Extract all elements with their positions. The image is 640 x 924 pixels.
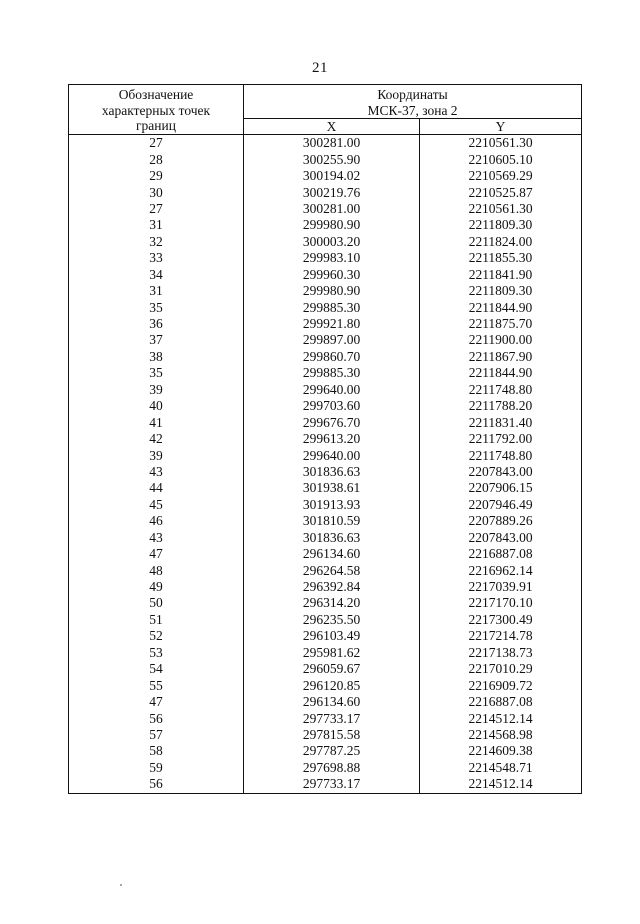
table-row — [69, 661, 582, 677]
point-number-cell: 47 — [69, 546, 244, 562]
y-coordinate-cell: 2214512.14 — [420, 776, 582, 793]
coordinate-system-title: МСК-37, зона 2 — [367, 102, 458, 118]
x-coordinate-cell: 300281.00 — [244, 201, 420, 217]
table-row — [69, 332, 582, 348]
point-number-cell: 27 — [69, 201, 244, 217]
y-coordinate-cell: 2214568.98 — [420, 727, 582, 743]
point-number-cell: 40 — [69, 398, 244, 414]
y-coordinate-cell: 2210561.30 — [420, 201, 582, 217]
point-number-cell: 58 — [69, 743, 244, 759]
x-coordinate-cell: 301913.93 — [244, 497, 420, 513]
y-coordinate-cell: 2214548.71 — [420, 760, 582, 776]
y-coordinate-cell: 2211824.00 — [420, 234, 582, 250]
x-coordinate-cell: 296392.84 — [244, 579, 420, 595]
coordinates-table-body — [69, 135, 582, 794]
point-number-cell: 56 — [69, 776, 244, 793]
point-number-cell: 47 — [69, 694, 244, 710]
table-row — [69, 184, 582, 200]
table-row — [69, 250, 582, 266]
point-number-cell: 27 — [69, 135, 244, 152]
y-coordinate-cell: 2207843.00 — [420, 530, 582, 546]
y-coordinate-cell: 2207843.00 — [420, 464, 582, 480]
table-row — [69, 299, 582, 315]
page-number: 21 — [312, 60, 328, 76]
x-coordinate-cell: 299980.90 — [244, 217, 420, 233]
y-coordinate-cell: 2211841.90 — [420, 267, 582, 283]
x-coordinate-cell: 299983.10 — [244, 250, 420, 266]
x-coordinate-cell: 296103.49 — [244, 628, 420, 644]
table-row — [69, 316, 582, 332]
y-coordinate-cell: 2211844.90 — [420, 299, 582, 315]
table-row — [69, 513, 582, 529]
point-number-cell: 52 — [69, 628, 244, 644]
x-coordinate-cell: 301810.59 — [244, 513, 420, 529]
point-number-cell: 31 — [69, 283, 244, 299]
coordinates-title: Координаты — [377, 87, 448, 102]
y-coordinate-cell: 2207946.49 — [420, 497, 582, 513]
y-coordinate-cell: 2207889.26 — [420, 513, 582, 529]
y-coordinate-cell: 2217010.29 — [420, 661, 582, 677]
x-coordinate-cell: 299860.70 — [244, 349, 420, 365]
y-coordinate-cell: 2211875.70 — [420, 316, 582, 332]
point-number-cell: 30 — [69, 184, 244, 200]
y-coordinate-cell: 2217300.49 — [420, 612, 582, 628]
table-row — [69, 677, 582, 693]
y-coordinate-cell: 2211809.30 — [420, 217, 582, 233]
y-coordinate-cell: 2211855.30 — [420, 250, 582, 266]
y-coordinate-cell: 2211900.00 — [420, 332, 582, 348]
table-row — [69, 595, 582, 611]
x-coordinate-cell: 300003.20 — [244, 234, 420, 250]
table-row — [69, 447, 582, 463]
table-row — [69, 414, 582, 430]
point-designation-header — [69, 85, 244, 135]
table-row — [69, 151, 582, 167]
x-coordinate-cell: 297787.25 — [244, 743, 420, 759]
table-row — [69, 382, 582, 398]
point-number-cell: 33 — [69, 250, 244, 266]
table-row — [69, 217, 582, 233]
y-coordinate-cell: 2217214.78 — [420, 628, 582, 644]
table-row — [69, 283, 582, 299]
point-number-cell: 55 — [69, 677, 244, 693]
point-number-cell: 29 — [69, 168, 244, 184]
point-number-cell: 34 — [69, 267, 244, 283]
x-coordinate-cell: 296134.60 — [244, 694, 420, 710]
point-number-cell: 56 — [69, 710, 244, 726]
point-number-cell: 39 — [69, 447, 244, 463]
table-row — [69, 135, 582, 152]
x-coordinate-cell: 297698.88 — [244, 760, 420, 776]
table-row — [69, 431, 582, 447]
y-coordinate-cell: 2216887.08 — [420, 694, 582, 710]
y-coordinate-cell: 2217039.91 — [420, 579, 582, 595]
point-number-cell: 48 — [69, 562, 244, 578]
table-row — [69, 645, 582, 661]
point-number-cell: 37 — [69, 332, 244, 348]
point-number-cell: 38 — [69, 349, 244, 365]
point-number-cell: 53 — [69, 645, 244, 661]
x-coordinate-cell: 296264.58 — [244, 562, 420, 578]
y-coordinate-cell: 2217138.73 — [420, 645, 582, 661]
point-number-cell: 35 — [69, 365, 244, 381]
x-coordinate-cell: 297815.58 — [244, 727, 420, 743]
point-number-cell: 54 — [69, 661, 244, 677]
y-coordinate-cell: 2210569.29 — [420, 168, 582, 184]
y-coordinate-cell: 2211748.80 — [420, 382, 582, 398]
x-coordinate-cell: 296235.50 — [244, 612, 420, 628]
x-coordinate-cell: 299921.80 — [244, 316, 420, 332]
x-coordinate-cell: 297733.17 — [244, 776, 420, 793]
point-number-cell: 43 — [69, 464, 244, 480]
table-row — [69, 727, 582, 743]
point-number-cell: 46 — [69, 513, 244, 529]
y-coordinate-cell: 2216962.14 — [420, 562, 582, 578]
table-row — [69, 743, 582, 759]
table-row — [69, 267, 582, 283]
y-coordinate-cell: 2211831.40 — [420, 414, 582, 430]
table-row — [69, 201, 582, 217]
y-coordinate-cell: 2207906.15 — [420, 480, 582, 496]
point-number-cell: 50 — [69, 595, 244, 611]
x-coordinate-cell: 300281.00 — [244, 135, 420, 152]
y-coordinate-cell: 2211748.80 — [420, 447, 582, 463]
table-row — [69, 760, 582, 776]
table-row — [69, 234, 582, 250]
point-number-cell: 28 — [69, 151, 244, 167]
point-number-cell: 57 — [69, 727, 244, 743]
table-row — [69, 464, 582, 480]
point-number-cell: 35 — [69, 299, 244, 315]
point-number-cell: 45 — [69, 497, 244, 513]
y-coordinate-cell: 2211809.30 — [420, 283, 582, 299]
y-coordinate-cell: 2210605.10 — [420, 151, 582, 167]
table-row — [69, 579, 582, 595]
y-coordinate-cell: 2210525.87 — [420, 184, 582, 200]
table-row — [69, 530, 582, 546]
y-coordinate-cell: 2210561.30 — [420, 135, 582, 152]
x-coordinate-cell: 296134.60 — [244, 546, 420, 562]
x-coordinate-cell: 299897.00 — [244, 332, 420, 348]
y-coordinate-cell: 2216909.72 — [420, 677, 582, 693]
table-row — [69, 398, 582, 414]
point-number-cell: 32 — [69, 234, 244, 250]
table-row — [69, 365, 582, 381]
y-coordinate-cell: 2214512.14 — [420, 710, 582, 726]
y-coordinate-cell: 2211867.90 — [420, 349, 582, 365]
point-number-cell: 59 — [69, 760, 244, 776]
coordinates-header — [244, 85, 582, 119]
x-coordinate-cell: 296059.67 — [244, 661, 420, 677]
table-row — [69, 497, 582, 513]
point-number-cell: 36 — [69, 316, 244, 332]
x-coordinate-cell: 295981.62 — [244, 645, 420, 661]
y-coordinate-cell: 2211844.90 — [420, 365, 582, 381]
table-row — [69, 168, 582, 184]
y-column-header: Y — [420, 119, 582, 135]
x-coordinate-cell: 300194.02 — [244, 168, 420, 184]
point-number-cell: 51 — [69, 612, 244, 628]
table-row — [69, 694, 582, 710]
point-number-cell: 43 — [69, 530, 244, 546]
scan-speck — [120, 884, 122, 886]
x-coordinate-cell: 299885.30 — [244, 299, 420, 315]
x-coordinate-cell: 300219.76 — [244, 184, 420, 200]
x-coordinate-cell: 299676.70 — [244, 414, 420, 430]
x-coordinate-cell: 299640.00 — [244, 447, 420, 463]
x-coordinate-cell: 296120.85 — [244, 677, 420, 693]
point-number-cell: 31 — [69, 217, 244, 233]
x-coordinate-cell: 299640.00 — [244, 382, 420, 398]
y-coordinate-cell: 2211788.20 — [420, 398, 582, 414]
point-designation-label: Обозначение характерных точек границ — [101, 87, 211, 133]
x-coordinate-cell: 299885.30 — [244, 365, 420, 381]
table-row — [69, 628, 582, 644]
table-row — [69, 546, 582, 562]
x-coordinate-cell: 301836.63 — [244, 530, 420, 546]
x-coordinate-cell: 299703.60 — [244, 398, 420, 414]
x-coordinate-cell: 299613.20 — [244, 431, 420, 447]
point-number-cell: 41 — [69, 414, 244, 430]
table-row — [69, 562, 582, 578]
coordinates-table — [68, 84, 582, 794]
point-number-cell: 44 — [69, 480, 244, 496]
x-coordinate-cell: 300255.90 — [244, 151, 420, 167]
y-coordinate-cell: 2217170.10 — [420, 595, 582, 611]
table-row — [69, 710, 582, 726]
x-coordinate-cell: 296314.20 — [244, 595, 420, 611]
point-number-cell: 42 — [69, 431, 244, 447]
x-column-header: X — [244, 119, 420, 135]
x-coordinate-cell: 297733.17 — [244, 710, 420, 726]
x-coordinate-cell: 299980.90 — [244, 283, 420, 299]
x-coordinate-cell: 299960.30 — [244, 267, 420, 283]
y-coordinate-cell: 2214609.38 — [420, 743, 582, 759]
table-row — [69, 612, 582, 628]
y-coordinate-cell: 2216887.08 — [420, 546, 582, 562]
x-coordinate-cell: 301836.63 — [244, 464, 420, 480]
point-number-cell: 49 — [69, 579, 244, 595]
table-row — [69, 480, 582, 496]
x-coordinate-cell: 301938.61 — [244, 480, 420, 496]
point-number-cell: 39 — [69, 382, 244, 398]
table-row — [69, 349, 582, 365]
table-row — [69, 776, 582, 793]
y-coordinate-cell: 2211792.00 — [420, 431, 582, 447]
